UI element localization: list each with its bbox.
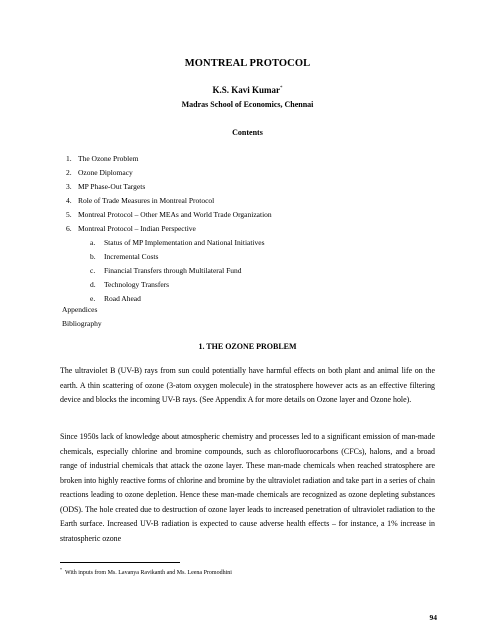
toc-item	[66, 225, 196, 233]
document-title: MONTREAL PROTOCOL	[184, 58, 311, 69]
toc-item-number: 1.	[66, 154, 72, 163]
body-paragraph: Since 1950s lack of knowledge about atmospheric chemistry and processes led to a significant emission of man-made chemicals, especially chlorine and bromine compounds, such as chlorofluorocarbons (CFCs), halons, and a broad range of industrial chemicals that attack the ozone layer. These man-made chemicals when reached stratosphere are broken into highly reactive forms of chlorine and bromine by the ultraviolet radiation and take part in a series of chain reactions leading to ozone depletion. Hence these man-made chemicals are recognized as ozone depleting substances (ODS). The hole created due to destruction of ozone layer leads to increased penetration of ultraviolet radiation to the Earth surface. Increased UV-B radiation is expected to cause adverse health effects – for instance, a 1% increase in stratospheric ozone	[60, 432, 435, 543]
author-footnote-mark: *	[280, 86, 283, 91]
toc-subitem-label: Technology Transfers	[104, 280, 170, 289]
toc-subitem-label: Financial Transfers through Multilateral Fund	[104, 266, 242, 275]
toc-item-number: 5.	[66, 210, 72, 219]
toc-subitem-label: Status of MP Implementation and National Initiatives	[104, 238, 265, 247]
toc-item-label: Role of Trade Measures in Montreal Protocol	[78, 196, 215, 205]
toc-item-label: Montreal Protocol – Indian Perspective	[78, 224, 196, 233]
author-affiliation: Madras School of Economics, Chennai	[181, 100, 314, 109]
toc-item-number: 2.	[66, 168, 72, 177]
toc-item-label: The Ozone Problem	[78, 154, 139, 163]
toc-subitem	[90, 267, 242, 275]
toc-item-number: 3.	[66, 182, 72, 191]
toc-bibliography: Bibliography	[62, 319, 102, 328]
author-name: K.S. Kavi Kumar	[212, 85, 280, 95]
toc-subitem	[90, 253, 158, 261]
toc-item	[66, 211, 272, 219]
toc-item-number: 4.	[66, 196, 72, 205]
author-line	[0, 85, 495, 95]
toc-appendices: Appendices	[62, 305, 98, 314]
toc-subitem-label: Incremental Costs	[104, 252, 159, 261]
contents-heading: Contents	[232, 128, 263, 137]
page-number: 94	[429, 613, 437, 622]
toc-item	[66, 183, 145, 191]
toc-subitem-letter: c.	[90, 266, 96, 275]
toc-item-number: 6.	[66, 224, 72, 233]
footnote-mark: *	[60, 567, 62, 572]
footnote	[60, 567, 232, 576]
toc-item-label: Montreal Protocol – Other MEAs and World Trade Organization	[78, 210, 272, 219]
toc-subitem-letter: d.	[90, 280, 96, 289]
toc-item	[66, 169, 133, 177]
footnote-text: With inputs from Ms. Lavanya Ravikanth and Ms. Leena Promodhini	[65, 570, 232, 576]
toc-subitem-label: Road Ahead	[104, 294, 141, 303]
toc-subitem	[90, 281, 169, 289]
toc-subitem	[90, 239, 265, 247]
footnote-divider	[60, 562, 180, 563]
toc-item-label: MP Phase-Out Targets	[78, 182, 146, 191]
body-paragraph: The ultraviolet B (UV-B) rays from sun could potentially have harmful effects on both plant and animal life on the earth. A thin scattering of ozone (3-atom oxygen molecule) in the stratosphere however acts as an effective filtering device and blocks the incoming UV-B rays. (See Appendix A for more details on Ozone layer and Ozone hole).	[60, 366, 435, 404]
toc-subitem-letter: a.	[90, 238, 96, 247]
toc-subitem	[90, 295, 141, 303]
toc-subitem-letter: e.	[90, 294, 96, 303]
toc-item	[66, 197, 214, 205]
toc-item	[66, 155, 138, 163]
section-heading: 1. THE OZONE PROBLEM	[198, 342, 297, 351]
toc-subitem-letter: b.	[90, 252, 96, 261]
toc-item-label: Ozone Diplomacy	[78, 168, 133, 177]
